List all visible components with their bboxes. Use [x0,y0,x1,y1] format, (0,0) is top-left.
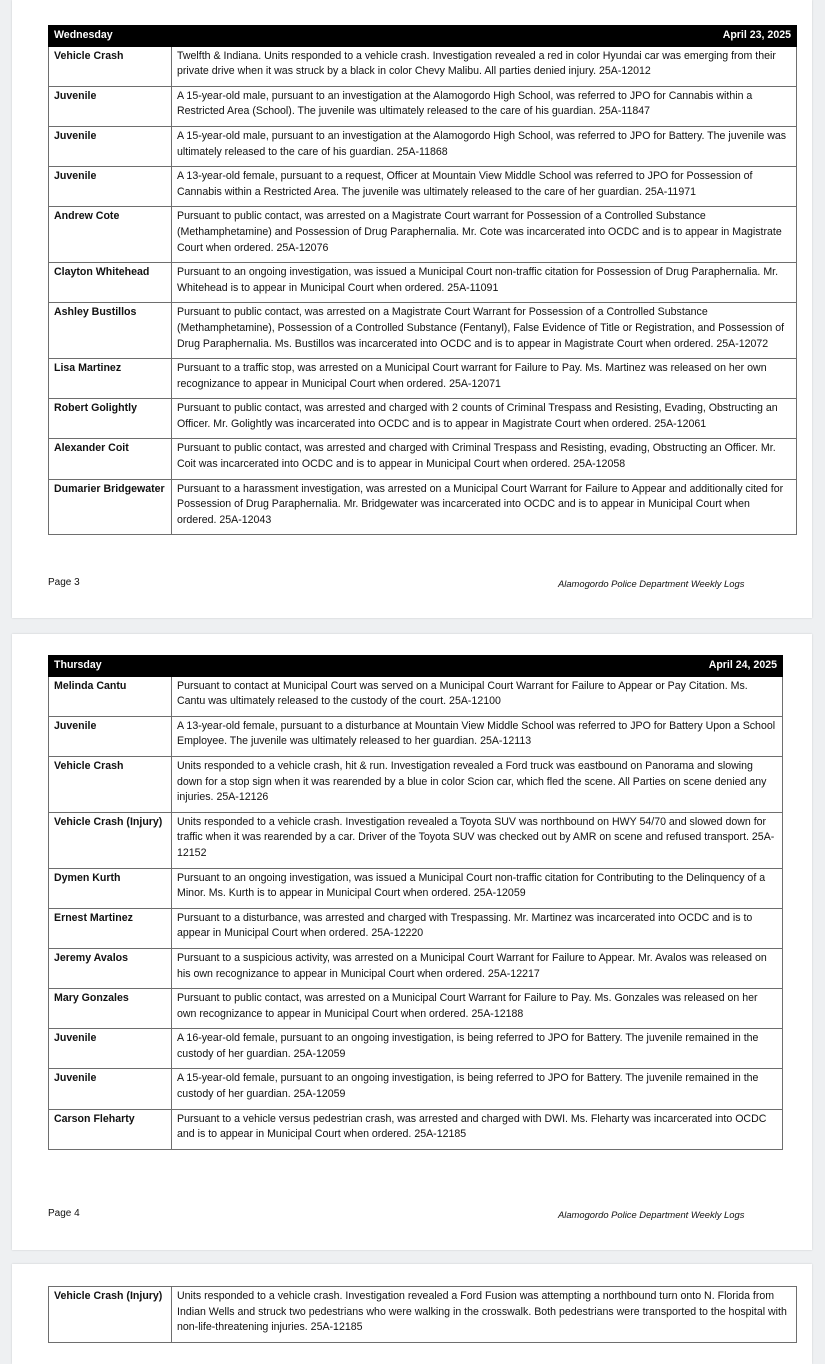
entry-subject: Juvenile [49,167,172,207]
log-page-4 [12,634,812,1250]
entry-description: Pursuant to public contact, was arrested and charged with Criminal Trespass and Resisting, evading, Obstructing an Officer. Mr. Coit was incarcerated into OCDC and is to appear in Municipal Court when ordered. 25A-12058 [172,439,797,479]
entry-subject: Dymen Kurth [49,868,172,908]
entry-description: A 15-year-old female, pursuant to an ongoing investigation, is being referred to JPO for Battery. The juvenile remained in the custody of her guardian. 25A-12059 [172,1069,783,1109]
entry-description: Units responded to a vehicle crash, hit & run. Investigation revealed a Ford truck was eastbound on Panorama and slowing down for a stop sign when it was rearended by a blue in color Scion car, which fled the scene. All Parties on scene denied any injuries. 25A-12126 [172,756,783,812]
entry-subject: Juvenile [49,716,172,756]
log-table-continued [48,1286,797,1343]
log-entry-row [49,716,783,756]
log-entry-row [49,812,783,868]
entry-subject: Vehicle Crash [49,756,172,812]
entry-description: Pursuant to public contact, was arrested on a Magistrate Court Warrant for Possession of a Controlled Substance (Methamphetamine), Possession of a Controlled Substance (Fentanyl), False Evidence of Title or Registration, and Possession of Drug Paraphernalia. Ms. Bustillos was incarcerated into OCDC and is to appear in Magistrate Court when ordered. 25A-12072 [172,303,797,359]
entry-description: A 15-year-old male, pursuant to an investigation at the Alamogordo High School, was referred to JPO for Cannabis within a Restricted Area (School). The juvenile was ultimately released to the care of his guardian. 25A-11847 [172,86,797,126]
entry-description: A 13-year-old female, pursuant to a disturbance at Mountain View Middle School was referred to JPO for Battery Upon a School Employee. The juvenile was ultimately released to her guardian. 25A-12113 [172,716,783,756]
entry-description: Pursuant to an ongoing investigation, was issued a Municipal Court non-traffic citation for Possession of Drug Paraphernalia. Mr. Whitehead is to appear in Municipal Court when ordered. 25A-11091 [172,263,797,303]
entry-subject: Juvenile [49,126,172,166]
log-entry-row [49,479,797,535]
entry-description: A 16-year-old female, pursuant to an ongoing investigation, is being referred to JPO for Battery. The juvenile remained in the custody of her guardian. 25A-12059 [172,1029,783,1069]
entry-description: Units responded to a vehicle crash. Investigation revealed a Ford Fusion was attempting a northbound turn onto N. Florida from Indian Wells and struck two pedestrians who were walking in the crosswalk. Both pedestrians were transported to the hospital with non-life-threatening injuries. 25A-12185 [172,1287,797,1343]
entry-subject: Juvenile [49,1069,172,1109]
log-entry-row [49,989,783,1029]
day-header-row [49,656,783,677]
log-entry-row [49,359,797,399]
log-table-thursday [48,655,783,1150]
entry-description: Pursuant to public contact, was arrested on a Magistrate Court warrant for Possession of a Controlled Substance (Methamphetamine) and Possession of Drug Paraphernalia. Mr. Cote was incarcerated into OCDC and is to appear in Magistrate Court when ordered. 25A-12076 [172,207,797,263]
log-entry-row [49,439,797,479]
entry-subject: Juvenile [49,1029,172,1069]
entry-description: Pursuant to public contact, was arrested and charged with 2 counts of Criminal Trespass and Resisting, Evading, Obstructing an Officer. Mr. Golightly was incarcerated into OCDC and is to appear in Magistrate Court when ordered. 25A-12061 [172,399,797,439]
entry-subject: Carson Fleharty [49,1109,172,1149]
entry-subject: Juvenile [49,86,172,126]
date-label: April 23, 2025 [172,26,797,47]
entry-description: Twelfth & Indiana. Units responded to a vehicle crash. Investigation revealed a red in color Hyundai car was emerging from their private drive when it was struck by a black in color Chevy Malibu. All parties denied injury. 25A-12012 [172,46,797,86]
day-header-row [49,26,797,47]
log-entry-row [49,207,797,263]
entry-subject: Vehicle Crash (Injury) [49,1287,172,1343]
log-entry-row [49,126,797,166]
log-table-wednesday [48,25,797,535]
log-entry-row [49,908,783,948]
log-entry-row [49,86,797,126]
log-entry-row [49,303,797,359]
entry-subject: Dumarier Bridgewater [49,479,172,535]
entry-description: A 13-year-old female, pursuant to a request, Officer at Mountain View Middle School was referred to JPO for Possession of Cannabis within a Restricted Area. The juvenile was ultimately released to the care of her guardian. 25A-11971 [172,167,797,207]
entry-description: Pursuant to a traffic stop, was arrested on a Municipal Court warrant for Failure to Pay. Ms. Martinez was released on her own recognizance to appear in Municipal Court when ordered. 25A-12071 [172,359,797,399]
entry-description: Pursuant to an ongoing investigation, was issued a Municipal Court non-traffic citation for Contributing to the Delinquency of a Minor. Ms. Kurth is to appear in Municipal Court when ordered. 25A-12059 [172,868,783,908]
footer-title: Alamogordo Police Department Weekly Logs [558,1209,745,1220]
entry-subject: Alexander Coit [49,439,172,479]
log-entry-row [49,676,783,716]
entry-subject: Jeremy Avalos [49,948,172,988]
entry-subject: Mary Gonzales [49,989,172,1029]
entry-subject: Melinda Cantu [49,676,172,716]
entry-subject: Ernest Martinez [49,908,172,948]
entry-description: Pursuant to a harassment investigation, was arrested on a Municipal Court Warrant for Failure to Appear and additionally cited for Possession of Drug Paraphernalia. Mr. Bridgewater was incarcerated into OCDC and is to appear in Municipal Court when ordered. 25A-12043 [172,479,797,535]
log-entry-row [49,1287,797,1343]
entry-subject: Clayton Whitehead [49,263,172,303]
log-page-3 [12,0,812,618]
log-entry-row [49,1109,783,1149]
entry-description: Units responded to a vehicle crash. Investigation revealed a Toyota SUV was northbound on HWY 54/70 and slowed down for traffic when it was rearended by a car. Driver of the Toyota SUV was checked out by AMR on scene and refused transport. 25A-12152 [172,812,783,868]
date-label: April 24, 2025 [172,656,783,677]
log-entry-row [49,399,797,439]
footer-title: Alamogordo Police Department Weekly Logs [558,578,745,589]
log-entry-row [49,46,797,86]
log-entry-row [49,948,783,988]
entry-subject: Ashley Bustillos [49,303,172,359]
entry-subject: Andrew Cote [49,207,172,263]
page-number: Page 4 [48,1208,80,1219]
log-entry-row [49,263,797,303]
entry-subject: Lisa Martinez [49,359,172,399]
log-entry-row [49,1069,783,1109]
entry-description: Pursuant to a vehicle versus pedestrian crash, was arrested and charged with DWI. Ms. Fleharty was incarcerated into OCDC and is to appear in Municipal Court when ordered. 25A-12185 [172,1109,783,1149]
log-entry-row [49,167,797,207]
entry-subject: Vehicle Crash [49,46,172,86]
log-page-5 [12,1264,812,1364]
entry-subject: Vehicle Crash (Injury) [49,812,172,868]
log-entry-row [49,1029,783,1069]
day-label: Wednesday [49,26,172,47]
entry-description: Pursuant to contact at Municipal Court was served on a Municipal Court Warrant for Failure to Appear or Pay Citation. Ms. Cantu was ultimately released to the custody of the court. 25A-12100 [172,676,783,716]
page-number: Page 3 [48,577,80,588]
day-label: Thursday [49,656,172,677]
entry-description: Pursuant to public contact, was arrested on a Municipal Court Warrant for Failure to Pay. Ms. Gonzales was released on her own recognizance to appear in Municipal Court when ordered. 25A-12188 [172,989,783,1029]
log-entry-row [49,868,783,908]
entry-subject: Robert Golightly [49,399,172,439]
entry-description: A 15-year-old male, pursuant to an investigation at the Alamogordo High School, was referred to JPO for Battery. The juvenile was ultimately released to the care of his guardian. 25A-11868 [172,126,797,166]
entry-description: Pursuant to a suspicious activity, was arrested on a Municipal Court Warrant for Failure to Appear. Mr. Avalos was released on his own recognizance to appear in Municipal Court when ordered. 25A-12217 [172,948,783,988]
log-entry-row [49,756,783,812]
entry-description: Pursuant to a disturbance, was arrested and charged with Trespassing. Mr. Martinez was incarcerated into OCDC and is to appear in Municipal Court when ordered. 25A-12220 [172,908,783,948]
